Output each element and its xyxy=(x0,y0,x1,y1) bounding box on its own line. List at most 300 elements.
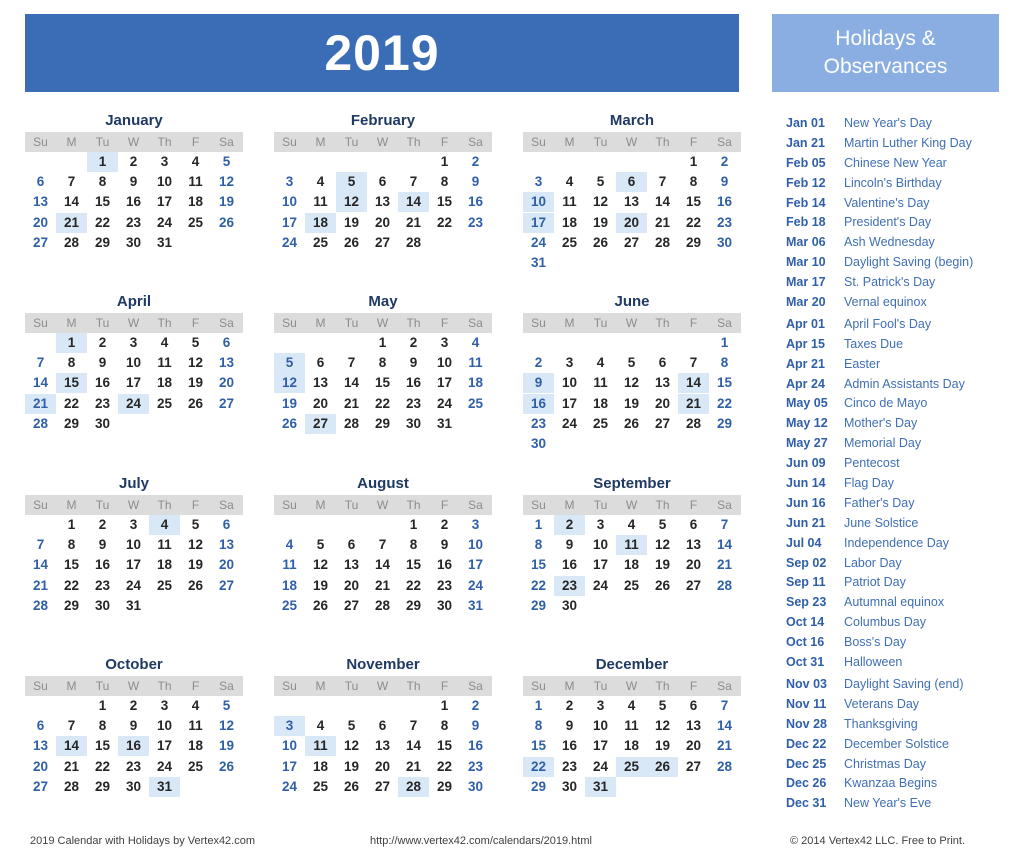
day-cell: 28 xyxy=(716,758,733,774)
holiday-day-cell: 23 xyxy=(554,576,585,596)
day-cell: 10 xyxy=(592,537,609,553)
holiday-item xyxy=(772,134,1012,154)
weekday-label: F xyxy=(689,679,698,693)
holiday-day-cell: 1 xyxy=(56,333,87,353)
holiday-name: December Solstice xyxy=(844,736,949,751)
week-row xyxy=(523,555,741,575)
holiday-name: Vernal equinox xyxy=(844,295,927,310)
empty-day-cell xyxy=(180,777,211,797)
week-row xyxy=(274,555,492,575)
empty-day-cell xyxy=(274,152,305,172)
day-cell: 28 xyxy=(343,415,360,431)
day-cell: 18 xyxy=(156,557,173,573)
holiday-name: Halloween xyxy=(844,655,903,670)
day-cell: 6 xyxy=(36,174,45,190)
day-cell: 16 xyxy=(94,375,111,391)
day-cell: 29 xyxy=(94,234,111,250)
month-title: March xyxy=(609,112,655,129)
holiday-name: Memorial Day xyxy=(844,436,922,451)
holiday-name: Daylight Saving (begin) xyxy=(844,255,974,270)
weekday-label: Sa xyxy=(468,316,483,330)
week-row xyxy=(25,757,243,777)
day-cell: 28 xyxy=(32,415,49,431)
weekday-label: Tu xyxy=(95,135,110,149)
day-cell: 3 xyxy=(160,698,169,713)
weekday-label: Th xyxy=(655,498,670,512)
week-row xyxy=(523,253,741,273)
day-cell: 4 xyxy=(191,698,200,713)
day-cell: 31 xyxy=(530,254,547,270)
weekday-label: M xyxy=(564,498,575,512)
day-cell: 18 xyxy=(623,738,640,754)
day-cell: 23 xyxy=(94,577,111,593)
day-cell: 12 xyxy=(187,355,204,371)
weekday-label: Th xyxy=(655,135,670,149)
day-cell: 15 xyxy=(436,194,453,210)
day-cell: 14 xyxy=(405,738,422,754)
day-cell: 27 xyxy=(343,597,360,613)
weekday-label: W xyxy=(376,498,389,512)
day-cell: 4 xyxy=(316,174,325,190)
holiday-day-cell: 5 xyxy=(336,172,367,192)
day-cell: 18 xyxy=(187,738,204,754)
weekday-label: Sa xyxy=(219,498,234,512)
day-cell: 15 xyxy=(530,557,547,573)
holiday-item xyxy=(772,474,1012,494)
day-cell: 15 xyxy=(374,375,391,391)
day-cell: 22 xyxy=(94,214,111,230)
weekday-label: W xyxy=(625,135,638,149)
holiday-name: Kwanzaa Begins xyxy=(844,776,938,791)
weekday-label: M xyxy=(564,135,575,149)
day-cell: 30 xyxy=(94,597,111,613)
day-cell: 17 xyxy=(561,395,578,411)
day-cell: 30 xyxy=(716,234,733,250)
holiday-item xyxy=(772,573,1012,593)
weekday-label: Th xyxy=(406,679,421,693)
day-cell: 31 xyxy=(467,597,484,613)
weekday-label: Th xyxy=(157,135,172,149)
holidays-title-line-1: Holidays & xyxy=(835,27,936,50)
day-cell: 15 xyxy=(405,557,422,573)
empty-day-cell xyxy=(429,233,460,253)
day-cell: 12 xyxy=(592,194,609,210)
empty-day-cell xyxy=(56,152,87,172)
empty-day-cell xyxy=(616,596,647,616)
day-cell: 25 xyxy=(467,395,484,411)
month-august xyxy=(274,474,492,616)
day-cell: 13 xyxy=(654,375,671,391)
month-july xyxy=(25,474,243,616)
empty-day-cell xyxy=(678,333,709,353)
day-cell: 20 xyxy=(32,758,49,774)
day-cell: 20 xyxy=(654,395,671,411)
day-cell: 26 xyxy=(343,778,360,794)
holiday-date: Dec 31 xyxy=(786,796,827,811)
day-cell: 3 xyxy=(471,517,480,532)
day-cell: 21 xyxy=(63,758,80,774)
holiday-item xyxy=(772,794,1012,814)
day-cell: 28 xyxy=(405,234,422,250)
day-cell: 25 xyxy=(561,234,578,250)
empty-day-cell xyxy=(460,233,491,253)
empty-day-cell xyxy=(336,152,367,172)
day-cell: 11 xyxy=(313,194,328,210)
day-cell: 8 xyxy=(98,718,107,734)
weekday-label: Tu xyxy=(344,679,359,693)
empty-day-cell xyxy=(274,696,305,716)
weekday-label: Su xyxy=(282,316,297,330)
weekday-label: W xyxy=(127,498,140,512)
empty-day-cell xyxy=(647,434,678,454)
day-cell: 8 xyxy=(534,537,543,553)
weekday-label: Th xyxy=(157,679,172,693)
day-cell: 17 xyxy=(156,194,173,210)
day-cell: 21 xyxy=(405,214,422,230)
holiday-name: Boss's Day xyxy=(844,635,907,650)
day-cell: 8 xyxy=(720,355,729,371)
holiday-item xyxy=(772,494,1012,514)
holiday-date: Mar 10 xyxy=(786,255,826,270)
holiday-date: May 27 xyxy=(786,436,828,451)
day-cell: 20 xyxy=(374,214,391,230)
holiday-list xyxy=(772,114,1012,814)
empty-day-cell xyxy=(56,696,87,716)
week-row xyxy=(523,192,741,212)
holiday-day-cell: 21 xyxy=(678,394,709,414)
empty-day-cell xyxy=(523,152,554,172)
weekday-header xyxy=(274,313,492,333)
empty-day-cell xyxy=(398,696,429,716)
empty-day-cell xyxy=(647,253,678,273)
day-cell: 7 xyxy=(409,718,418,734)
week-row xyxy=(25,696,243,716)
week-row xyxy=(274,172,492,192)
week-row xyxy=(274,696,492,716)
day-cell: 29 xyxy=(436,778,453,794)
weekday-label: W xyxy=(127,135,140,149)
day-cell: 22 xyxy=(436,758,453,774)
weekday-label: F xyxy=(440,498,449,512)
day-cell: 1 xyxy=(378,335,387,350)
week-row xyxy=(523,515,741,535)
empty-day-cell xyxy=(585,253,616,273)
holiday-item xyxy=(772,194,1012,214)
day-cell: 4 xyxy=(471,335,480,350)
day-cell: 12 xyxy=(623,375,640,391)
empty-day-cell xyxy=(616,777,647,797)
empty-day-cell xyxy=(180,596,211,616)
holiday-day-cell: 15 xyxy=(56,373,87,393)
weekday-label: Tu xyxy=(344,316,359,330)
month-title: October xyxy=(105,656,163,673)
day-cell: 7 xyxy=(658,174,667,190)
day-cell: 7 xyxy=(720,698,729,713)
weekday-label: Sa xyxy=(717,316,732,330)
week-row xyxy=(274,777,492,797)
day-cell: 21 xyxy=(405,758,422,774)
weekday-label: Sa xyxy=(717,135,732,149)
holiday-day-cell: 21 xyxy=(25,394,56,414)
day-cell: 18 xyxy=(281,577,298,593)
day-cell: 23 xyxy=(716,214,733,230)
holiday-name: New Year's Eve xyxy=(844,796,932,811)
day-cell: 9 xyxy=(471,174,480,190)
weekday-label: Sa xyxy=(219,135,234,149)
day-cell: 29 xyxy=(716,415,733,431)
day-cell: 13 xyxy=(374,738,391,754)
day-cell: 11 xyxy=(468,355,483,371)
day-cell: 27 xyxy=(685,577,702,593)
month-april xyxy=(25,292,243,434)
week-row xyxy=(523,576,741,596)
day-cell: 13 xyxy=(623,194,640,210)
day-cell: 27 xyxy=(685,758,702,774)
day-cell: 30 xyxy=(125,778,142,794)
empty-day-cell xyxy=(336,515,367,535)
day-cell: 30 xyxy=(561,597,578,613)
empty-day-cell xyxy=(367,696,398,716)
holiday-day-cell: 14 xyxy=(398,192,429,212)
holiday-date: Apr 15 xyxy=(786,336,825,351)
day-cell: 18 xyxy=(467,375,484,391)
day-cell: 8 xyxy=(98,174,107,190)
empty-day-cell xyxy=(367,152,398,172)
day-cell: 5 xyxy=(347,718,356,734)
day-cell: 11 xyxy=(562,194,577,210)
weekday-label: M xyxy=(315,316,326,330)
week-row xyxy=(274,596,492,616)
day-cell: 29 xyxy=(685,234,702,250)
month-march xyxy=(523,111,741,273)
weekday-label: Sa xyxy=(468,679,483,693)
holiday-day-cell: 21 xyxy=(56,213,87,233)
holiday-date: Jul 04 xyxy=(786,535,822,550)
day-cell: 21 xyxy=(654,214,671,230)
day-cell: 2 xyxy=(409,335,418,350)
empty-day-cell xyxy=(678,253,709,273)
holiday-name: Chinese New Year xyxy=(844,155,947,170)
day-cell: 1 xyxy=(67,517,76,532)
day-cell: 2 xyxy=(534,355,543,371)
day-cell: 7 xyxy=(720,517,729,532)
day-cell: 23 xyxy=(561,758,578,774)
empty-day-cell xyxy=(616,152,647,172)
day-cell: 6 xyxy=(378,718,387,734)
day-cell: 14 xyxy=(32,375,49,391)
empty-day-cell xyxy=(305,696,336,716)
day-cell: 20 xyxy=(685,738,702,754)
week-row xyxy=(25,515,243,535)
week-row xyxy=(523,696,741,716)
weekday-header xyxy=(25,676,243,696)
weekday-label: M xyxy=(315,498,326,512)
day-cell: 28 xyxy=(374,597,391,613)
holiday-item xyxy=(772,514,1012,534)
holiday-date: Oct 31 xyxy=(786,655,825,670)
day-cell: 6 xyxy=(689,517,698,532)
day-cell: 24 xyxy=(156,758,173,774)
weekday-label: Sa xyxy=(219,679,234,693)
holiday-date: Feb 14 xyxy=(786,195,826,210)
day-cell: 24 xyxy=(592,758,609,774)
day-cell: 16 xyxy=(94,557,111,573)
day-cell: 10 xyxy=(561,375,578,391)
empty-day-cell xyxy=(460,414,491,434)
day-cell: 3 xyxy=(534,174,543,190)
week-row xyxy=(523,716,741,736)
holiday-day-cell: 14 xyxy=(678,373,709,393)
holiday-item xyxy=(772,315,1012,335)
empty-day-cell xyxy=(25,515,56,535)
day-cell: 18 xyxy=(312,758,329,774)
month-title: May xyxy=(368,293,398,310)
day-cell: 13 xyxy=(374,194,391,210)
day-cell: 27 xyxy=(654,415,671,431)
day-cell: 15 xyxy=(530,738,547,754)
day-cell: 14 xyxy=(63,194,80,210)
weekday-label: W xyxy=(127,316,140,330)
day-cell: 17 xyxy=(592,738,609,754)
day-cell: 2 xyxy=(565,698,574,713)
day-cell: 14 xyxy=(716,718,733,734)
day-cell: 4 xyxy=(627,698,636,713)
day-cell: 23 xyxy=(94,395,111,411)
empty-day-cell xyxy=(585,434,616,454)
day-cell: 7 xyxy=(36,355,45,371)
weekday-header xyxy=(274,132,492,152)
day-cell: 21 xyxy=(374,577,391,593)
day-cell: 22 xyxy=(436,214,453,230)
day-cell: 3 xyxy=(596,698,605,713)
empty-day-cell xyxy=(678,596,709,616)
day-cell: 19 xyxy=(187,557,204,573)
holiday-day-cell: 12 xyxy=(336,192,367,212)
holiday-date: Dec 26 xyxy=(786,776,827,791)
holiday-name: St. Patrick's Day xyxy=(844,275,936,290)
holiday-item xyxy=(772,755,1012,775)
holiday-item xyxy=(772,233,1012,253)
holiday-date: Sep 02 xyxy=(786,555,827,570)
day-cell: 8 xyxy=(409,537,418,553)
weekday-label: Sa xyxy=(468,498,483,512)
footer-credit: 2019 Calendar with Holidays by Vertex42.com xyxy=(30,835,256,847)
day-cell: 16 xyxy=(467,738,484,754)
holiday-day-cell: 26 xyxy=(647,757,678,777)
week-row xyxy=(274,757,492,777)
week-row xyxy=(274,233,492,253)
week-row xyxy=(25,716,243,736)
day-cell: 8 xyxy=(689,174,698,190)
empty-day-cell xyxy=(647,152,678,172)
weekday-header xyxy=(25,132,243,152)
empty-day-cell xyxy=(616,434,647,454)
holiday-item xyxy=(772,554,1012,574)
day-cell: 26 xyxy=(343,234,360,250)
day-cell: 18 xyxy=(623,557,640,573)
week-row xyxy=(523,394,741,414)
day-cell: 2 xyxy=(98,335,107,350)
holiday-date: Jun 16 xyxy=(786,495,826,510)
day-cell: 4 xyxy=(565,174,574,190)
weekday-label: F xyxy=(191,679,200,693)
holiday-day-cell: 17 xyxy=(523,213,554,233)
holiday-date: Apr 24 xyxy=(786,376,825,391)
day-cell: 14 xyxy=(716,537,733,553)
day-cell: 9 xyxy=(129,174,138,190)
day-cell: 13 xyxy=(343,557,360,573)
day-cell: 15 xyxy=(685,194,702,210)
empty-day-cell xyxy=(647,596,678,616)
holiday-date: May 12 xyxy=(786,416,828,431)
week-row xyxy=(25,152,243,172)
day-cell: 19 xyxy=(312,577,329,593)
holiday-item xyxy=(772,613,1012,633)
day-cell: 4 xyxy=(160,335,169,350)
weekday-label: W xyxy=(625,498,638,512)
holiday-date: Nov 11 xyxy=(786,696,827,711)
day-cell: 18 xyxy=(187,194,204,210)
holiday-item xyxy=(772,253,1012,273)
weekday-label: Sa xyxy=(468,135,483,149)
day-cell: 20 xyxy=(218,375,235,391)
month-title: June xyxy=(614,293,650,310)
week-row xyxy=(523,736,741,756)
week-row xyxy=(25,535,243,555)
holiday-day-cell: 16 xyxy=(118,736,149,756)
empty-day-cell xyxy=(585,152,616,172)
day-cell: 3 xyxy=(565,355,574,371)
day-cell: 10 xyxy=(281,738,298,754)
day-cell: 16 xyxy=(405,375,422,391)
week-row xyxy=(274,414,492,434)
empty-day-cell xyxy=(647,333,678,353)
footer-url[interactable]: http://www.vertex42.com/calendars/2019.html xyxy=(370,835,592,847)
month-may xyxy=(274,292,492,434)
weekday-label: Su xyxy=(33,135,48,149)
holiday-item xyxy=(772,114,1012,134)
holiday-item xyxy=(772,434,1012,454)
holiday-date: Feb 05 xyxy=(786,155,826,170)
month-title: February xyxy=(350,112,416,129)
day-cell: 9 xyxy=(409,355,418,371)
weekday-label: F xyxy=(689,498,698,512)
weekday-label: Th xyxy=(406,135,421,149)
day-cell: 25 xyxy=(312,778,329,794)
empty-day-cell xyxy=(149,414,180,434)
holiday-date: Jun 09 xyxy=(786,456,826,471)
weekday-header xyxy=(274,676,492,696)
holiday-name: Veterans Day xyxy=(844,696,920,711)
month-december xyxy=(523,655,741,797)
day-cell: 31 xyxy=(156,234,173,250)
day-cell: 29 xyxy=(374,415,391,431)
weekday-label: W xyxy=(625,316,638,330)
weekday-label: M xyxy=(564,316,575,330)
empty-day-cell xyxy=(211,596,242,616)
day-cell: 2 xyxy=(720,154,729,169)
day-cell: 17 xyxy=(467,557,484,573)
holiday-date: Nov 28 xyxy=(786,716,827,731)
day-cell: 7 xyxy=(347,355,356,371)
holiday-day-cell: 14 xyxy=(56,736,87,756)
empty-day-cell xyxy=(211,233,242,253)
day-cell: 20 xyxy=(218,557,235,573)
holiday-item xyxy=(772,695,1012,715)
weekday-label: Tu xyxy=(95,498,110,512)
day-cell: 24 xyxy=(530,234,547,250)
weekday-label: Su xyxy=(33,498,48,512)
